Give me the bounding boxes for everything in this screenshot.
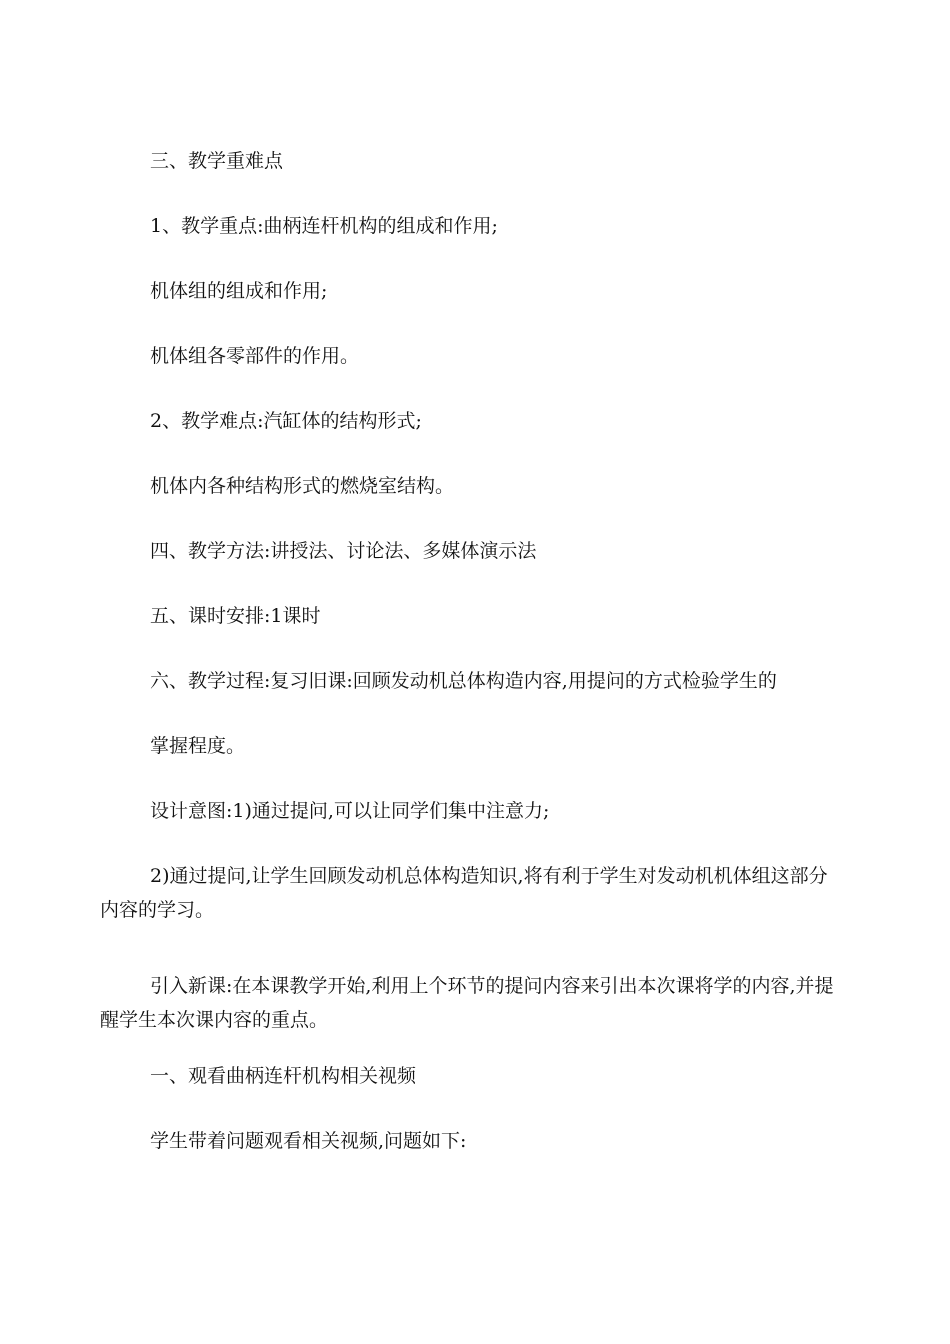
teaching-focus-item-2: 机体组的组成和作用; (150, 280, 328, 302)
teaching-difficulty-item-2: 机体内各种结构形式的燃烧室结构。 (150, 475, 455, 497)
process-continuation: 掌握程度。 (150, 735, 246, 757)
new-lesson-intro: 引入新课:在本课教学开始,利用上个环节的提问内容来引出本次课将学的内容,并提醒学生本次课内容的重点。 (100, 975, 834, 1031)
teaching-focus-item-3: 机体组各零部件的作用。 (150, 345, 360, 367)
teaching-difficulty: 2、教学难点:汽缸体的结构形式; (150, 410, 422, 432)
section-heading-key-points: 三、教学重难点 (150, 150, 284, 172)
teaching-focus: 1、教学重点:曲柄连杆机构的组成和作用; (150, 215, 498, 237)
section-heading-process: 六、教学过程:复习旧课:回顾发动机总体构造内容,用提问的方式检验学生的 (150, 670, 777, 692)
section-heading-methods: 四、教学方法:讲授法、讨论法、多媒体演示法 (150, 540, 537, 562)
subsection-heading-video: 一、观看曲柄连杆机构相关视频 (150, 1065, 417, 1087)
section-heading-schedule: 五、课时安排:1课时 (150, 605, 321, 627)
design-intent-1: 设计意图:1)通过提问,可以让同学们集中注意力; (150, 800, 550, 822)
video-questions-intro: 学生带着问题观看相关视频,问题如下: (150, 1130, 467, 1152)
design-intent-2: 2)通过提问,让学生回顾发动机总体构造知识,将有利于学生对发动机机体组这部分内容的学习。 (100, 865, 828, 921)
